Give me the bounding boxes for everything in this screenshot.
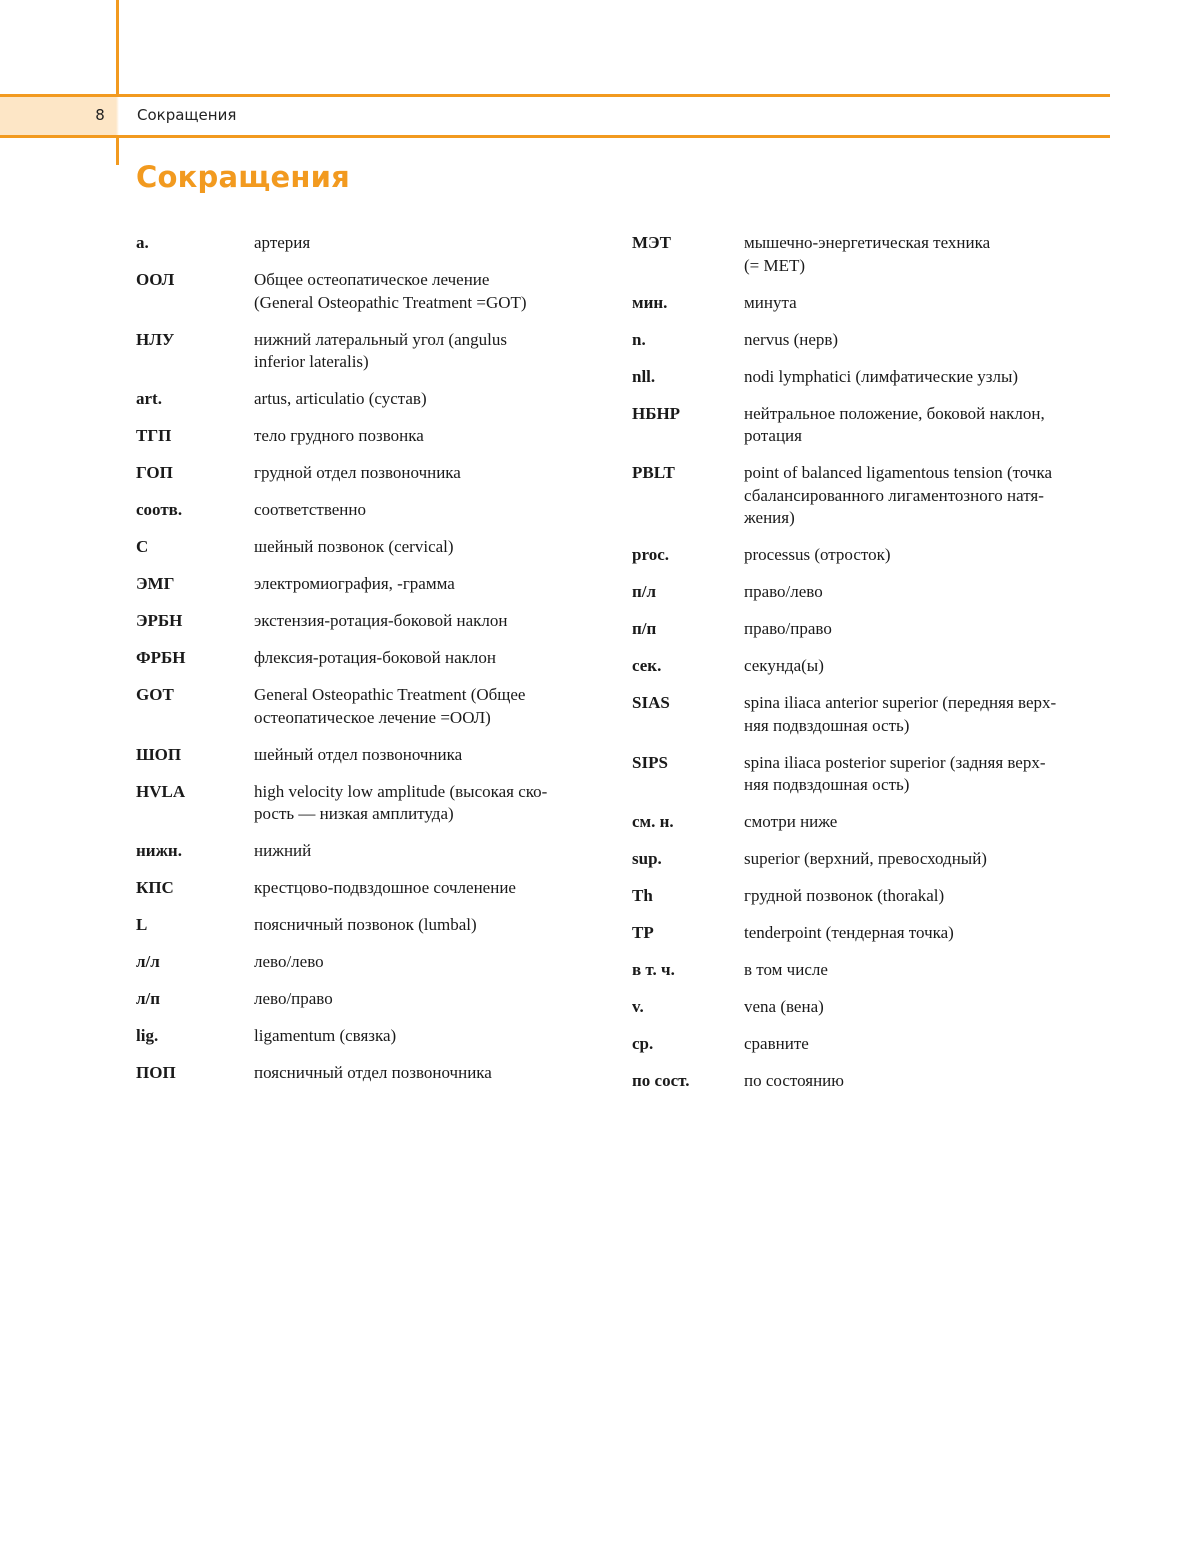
abbreviation-definition: артерия (254, 233, 311, 252)
abbreviation-term: lig. (136, 1026, 159, 1045)
abbreviation-term: МЭТ (632, 233, 671, 252)
abbreviation-term: НЛУ (136, 329, 175, 349)
abbreviation-term: НБНР (632, 403, 681, 423)
abbreviation-term: L (136, 915, 148, 934)
abbreviation-term: ЭМГ (136, 574, 175, 593)
abbreviation-definition: электромиография, -грамма (254, 574, 455, 593)
abbreviation-definition: право/право (744, 619, 832, 638)
abbreviation-term: л/п (136, 989, 161, 1008)
abbreviation-term: SIPS (632, 752, 668, 772)
abbreviation-definition: нейтральное положение, боковой наклон, ротация (744, 403, 1045, 445)
abbreviation-definition: поясничный отдел позвоночника (254, 1063, 492, 1082)
abbreviation-definition: в том числе (744, 960, 828, 979)
abbreviation-entry (632, 996, 1112, 1019)
abbreviation-definition: крестцово-подвздошное сочленение (254, 878, 516, 897)
abbreviation-definition: смотри ниже (744, 812, 838, 831)
abbreviation-term: ГОП (136, 463, 173, 482)
abbreviation-definition: сравните (744, 1034, 809, 1053)
abbreviation-definition: нижний (254, 841, 312, 860)
abbreviation-entry (632, 692, 1112, 737)
abbreviation-entry (136, 781, 606, 826)
abbreviation-term: п/п (632, 619, 657, 638)
abbreviation-term: sup. (632, 849, 662, 868)
abbreviation-entry (632, 959, 1112, 982)
abbreviation-entry (136, 462, 606, 485)
abbreviation-definition: spina iliaca posterior superior (задняя верх- няя подвздошная ость) (744, 752, 1046, 794)
abbreviation-definition: point of balanced ligamentous tension (точка сбалансированного лигаментозного натя- жения) (744, 463, 1052, 527)
abbreviation-definition: флексия-ротация-боковой наклон (254, 648, 497, 667)
abbreviation-entry (632, 292, 1112, 315)
abbreviation-entry (136, 877, 606, 900)
abbreviation-entry (136, 647, 606, 670)
abbreviation-definition: nodi lymphatici (лимфатические узлы) (744, 366, 1019, 386)
abbreviation-term: нижн. (136, 841, 182, 860)
abbreviation-definition: tenderpoint (тендерная точка) (744, 923, 954, 942)
abbreviation-definition: тело грудного позвонка (254, 426, 424, 445)
abbreviation-term: GOT (136, 685, 174, 704)
abbreviation-term: proc. (632, 545, 669, 564)
abbreviation-entry (632, 655, 1112, 678)
abbreviation-term: л/л (136, 952, 160, 971)
abbreviation-term: C (136, 537, 149, 556)
abbreviation-entry (136, 499, 606, 522)
abbreviation-entry (136, 269, 606, 314)
abbreviation-entry (632, 848, 1112, 871)
abbreviation-entry (632, 403, 1112, 448)
abbreviation-definition: General Osteopathic Treatment (Общее остеопатическое лечение =ООЛ) (254, 685, 526, 727)
abbreviation-term: ЭРБН (136, 611, 183, 630)
running-head: Сокращения (137, 106, 237, 124)
abbreviation-entry (632, 885, 1112, 908)
abbreviation-entry (632, 581, 1112, 604)
abbreviation-definition: artus, articulatio (сустав) (254, 389, 427, 408)
abbreviation-entry (136, 684, 606, 729)
abbreviation-definition: минута (744, 292, 797, 312)
abbreviation-entry (136, 610, 606, 633)
abbreviations-column-left (136, 232, 606, 1099)
abbreviation-term: Th (632, 886, 653, 905)
abbreviation-definition: грудной отдел позвоночника (254, 463, 461, 482)
abbreviation-definition: шейный отдел позвоночника (254, 744, 463, 764)
abbreviation-entry (136, 573, 606, 596)
abbreviation-definition: ligamentum (связка) (254, 1026, 397, 1045)
abbreviation-term: HVLA (136, 781, 186, 801)
abbreviation-entry (632, 544, 1112, 567)
abbreviation-definition: лево/право (254, 989, 333, 1008)
abbreviation-entry (632, 462, 1112, 530)
abbreviation-definition: грудной позвонок (thorakal) (744, 886, 945, 905)
abbreviation-entry (136, 388, 606, 411)
abbreviation-entry (632, 811, 1112, 834)
abbreviation-definition: соответственно (254, 500, 367, 519)
abbreviation-entry (632, 329, 1112, 352)
abbreviation-entry (632, 1033, 1112, 1056)
abbreviation-term: ТГП (136, 426, 172, 445)
abbreviation-entry (632, 618, 1112, 641)
abbreviation-entry (632, 752, 1112, 797)
abbreviation-definition: vena (вена) (744, 997, 824, 1016)
abbreviation-definition: поясничный позвонок (lumbal) (254, 915, 477, 934)
abbreviation-term: ПОП (136, 1063, 176, 1082)
abbreviation-entry (136, 988, 606, 1011)
page-title: Сокращения (136, 160, 350, 194)
abbreviation-entry (136, 1025, 606, 1048)
abbreviation-term: ФРБН (136, 648, 186, 667)
abbreviation-entry (632, 232, 1112, 277)
abbreviation-term: КПС (136, 878, 174, 897)
abbreviation-term: ООЛ (136, 270, 175, 289)
abbreviation-term: см. н. (632, 812, 674, 831)
abbreviation-definition: лево/лево (254, 952, 324, 971)
abbreviation-term: по сост. (632, 1071, 690, 1090)
abbreviation-term: п/л (632, 582, 657, 601)
abbreviation-definition: Общее остеопатическое лечение (General Osteopathic Treatment =GOT) (254, 270, 527, 312)
abbreviation-entry (136, 840, 606, 863)
abbreviation-definition: по состоянию (744, 1071, 844, 1090)
abbreviation-term: art. (136, 389, 162, 408)
abbreviation-entry (136, 914, 606, 937)
abbreviation-definition: право/лево (744, 582, 823, 601)
abbreviation-definition: шейный позвонок (cervical) (254, 537, 454, 556)
abbreviation-entry (632, 922, 1112, 945)
abbreviation-entry (136, 744, 606, 767)
margin-rule (116, 0, 119, 165)
abbreviation-term: n. (632, 329, 646, 349)
abbreviation-entry (136, 536, 606, 559)
abbreviation-entry (632, 1070, 1112, 1093)
abbreviation-term: мин. (632, 292, 668, 312)
abbreviation-entry (136, 1062, 606, 1085)
abbreviation-definition: мышечно-энергетическая техника (= MET) (744, 233, 991, 275)
abbreviation-definition: секунда(ы) (744, 656, 824, 675)
abbreviation-term: SIAS (632, 693, 670, 712)
abbreviation-term: a. (136, 233, 149, 252)
abbreviation-definition: нижний латеральный угол (angulus inferior lateralis) (254, 329, 507, 371)
abbreviation-term: в т. ч. (632, 960, 675, 979)
abbreviation-entry (632, 366, 1112, 389)
page-number: 8 (95, 106, 105, 124)
abbreviation-term: соотв. (136, 500, 183, 519)
abbreviation-entry (136, 232, 606, 255)
abbreviation-term: PBLT (632, 463, 675, 482)
abbreviation-definition: high velocity low amplitude (высокая ско- рость — низкая амплитуда) (254, 781, 548, 823)
abbreviation-definition: spina iliaca anterior superior (передняя верх- няя подвздошная ость) (744, 693, 1057, 735)
abbreviation-definition: processus (отросток) (744, 545, 891, 564)
abbreviation-definition: экстензия-ротация-боковой наклон (254, 611, 508, 630)
abbreviation-definition: nervus (нерв) (744, 329, 839, 349)
abbreviation-term: ср. (632, 1034, 654, 1053)
abbreviation-term: v. (632, 997, 644, 1016)
abbreviation-entry (136, 329, 606, 374)
abbreviation-definition: superior (верхний, превосходный) (744, 849, 987, 868)
abbreviation-term: nll. (632, 366, 656, 386)
abbreviation-entry (136, 425, 606, 448)
abbreviation-term: TP (632, 923, 654, 942)
abbreviation-term: ШОП (136, 744, 182, 764)
abbreviation-term: сек. (632, 656, 662, 675)
abbreviation-entry (136, 951, 606, 974)
abbreviations-column-right (632, 232, 1112, 1107)
